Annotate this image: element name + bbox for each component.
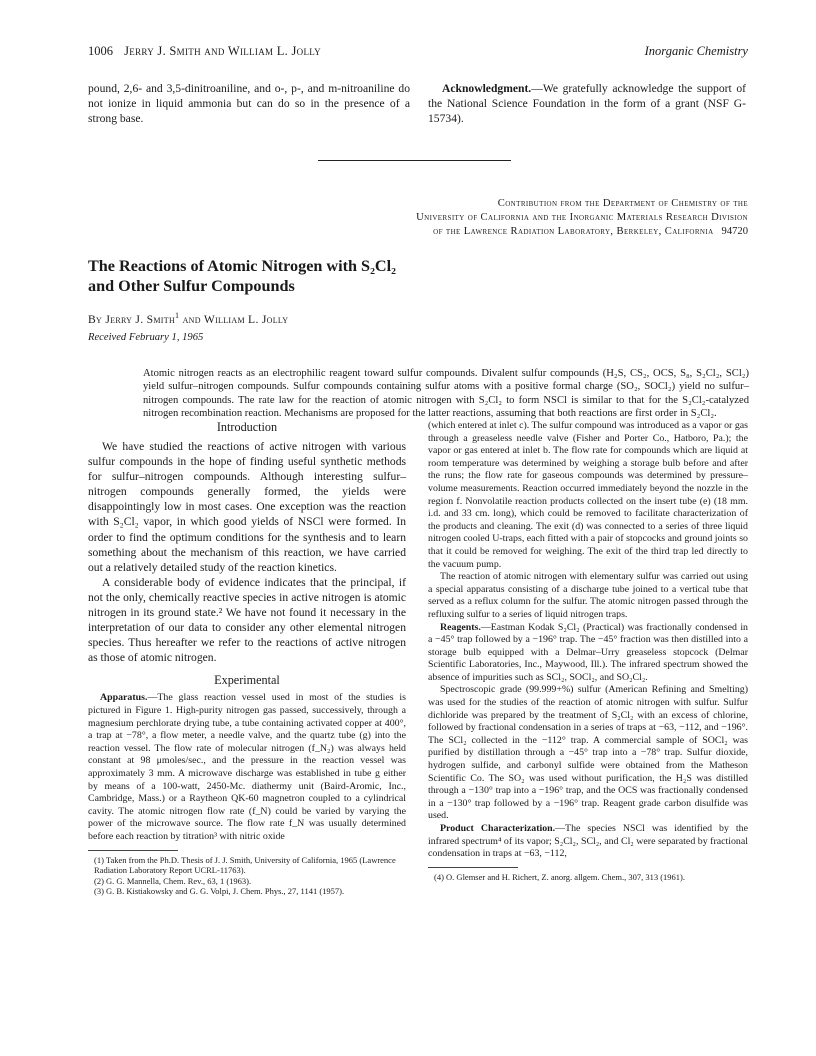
author-1: Jerry J. Smith — [105, 312, 176, 326]
running-head — [88, 44, 748, 59]
byline-and: and — [182, 312, 201, 326]
introduction-heading: Introduction — [216, 420, 278, 434]
right-column — [428, 420, 748, 882]
product-characterization-paragraph — [428, 823, 748, 861]
reagents-heading: Reagents. — [440, 621, 481, 633]
apparatus-heading: Apparatus. — [100, 692, 148, 704]
affiliation-line-3: of the Lawrence Radiation Laboratory, Berkeley, California — [433, 226, 714, 238]
footnote-1: (1) Taken from the Ph.D. Thesis of J. J. Smith, University of California, 1965 (Lawrence Radiation Laboratory Report UCRL-11763). — [94, 854, 396, 876]
acknowledgment-heading: Acknowledgment. — [442, 82, 532, 95]
title-line-1: The Reactions of Atomic Nitrogen with S₂Cl₂ — [88, 257, 396, 275]
title-line-2: and Other Sulfur Compounds — [88, 277, 295, 295]
reagents-sulfur-paragraph: Spectroscopic grade (99.999+%) sulfur (American Refining and Smelting) was used for the studies of the reaction of atomic nitrogen with sulfur. Sulfur dichloride was prepared by the treatment of S₂Cl₂ with an excess of chlorine, followed by fractional condensation in a series of traps at −63, −112, and −196°. The SCl₂ collected in the −112° trap. A commercial sample of SOCl₂ was purified by distillation through a −45° trap into a −78° trap. Sulfur dioxide, hydrogen sulfide, and carbonyl sulfide were obtained from the Matheson Scientific Co. The SO₂ was used without purification, the H₂S was distilled through a −130° trap into a −196° trap, and the OCS was fractionally condensed in a −130° trap followed by a −196° trap. Reagent grade carbon disulfide was used. — [428, 684, 748, 822]
footnote-rule-left — [88, 850, 178, 851]
author-2: William L. Jolly — [203, 312, 289, 326]
footnote-rule-right — [428, 867, 518, 868]
received-date: Received February 1, 1965 — [88, 332, 204, 343]
running-head-authors: Jerry J. Smith and William L. Jolly — [124, 44, 321, 58]
footnote-2: (2) G. G. Mannella, Chem. Rev., 63, 1 (1963). — [94, 875, 252, 886]
affiliation-line-2: University of California and the Inorganic Materials Research Division — [416, 212, 748, 224]
apparatus-text: —The glass reaction vessel used in most of the studies is pictured in Figure 1. High-purity nitrogen gas passed, successively, through a magnesium perchlorate drying tube, a tube containing activated copper at 400°, a trap at −78°, a flow meter, a needle valve, and the quartz tube (g) into the reaction vessel. The flow rate of molecular nitrogen (f_N₂) was always held constant at 98 μmoles/sec., and the pressure in the reaction vessel was approximately 3 mm. A microwave discharge was established in tube g either by means of a 100-watt, 2450-Mc. diathermy unit (Baird-Aromic, Inc., Cambridge, Mass.) or a Raytheon QK-60 magnetron coupled to a cylindrical cavity. The atomic nitrogen flow rate (f_N) could be varied by varying the power of the microwave source. The flow rate f_N was usually determined before each reaction by titration³ with nitric oxide — [88, 692, 406, 842]
product-characterization-text: —The species NSCl was identified by the infrared spectrum⁴ of its vapor; S₂Cl₂, SCl₂, and Cl₂ were separated by fractional condensation in traps at −63, −112, — [428, 823, 748, 860]
left-column — [88, 420, 406, 897]
abstract: Atomic nitrogen reacts as an electrophilic reagent toward sulfur compounds. Divalent sulfur compounds (H₂S, CS₂, OCS, S₈, S₂Cl₂, SCl₂) yield sulfur–nitrogen compounds. Sulfur compounds containing sulfur atoms with a positive formal charge (SO₂, SOCl₂) yield no sulfur–nitrogen compounds. The rate law for the reaction of atomic nitrogen with S₂Cl₂ to form NSCl is similar to that for the S₂Cl₂-catalyzed nitrogen recombination reaction. Mechanisms are proposed for the latter reactions, assuming that both reactions are first order in S₂Cl₂. — [143, 367, 749, 420]
journal-name: Inorganic Chemistry — [644, 44, 748, 58]
affiliation-line-1: Contribution from the Department of Chemistry of the — [497, 198, 748, 209]
page-number: 1006 — [88, 44, 113, 58]
sulfur-reaction-paragraph: The reaction of atomic nitrogen with elementary sulfur was carried out using a special apparatus consisting of a discharge tube joined to a vertical tube that served as a reflux column for the sulfur. The atomic nitrogen passed through the refluxing sulfur to a series of liquid nitrogen traps. — [428, 571, 748, 620]
reagents-paragraph — [428, 622, 748, 685]
acknowledgment-text: —We gratefully acknowledge the support of the National Science Foundation in the form of a grant (NSF G-15734). — [428, 82, 746, 125]
zip-code: 94720 — [721, 226, 748, 238]
introduction-paragraph-2: A considerable body of evidence indicates that the principal, if not the only, chemically reactive species in active nitrogen is atomic nitrogen in its ground state.² We have not found it necessary in the interpretation of our data to consider any other elemental nitrogen species. Thus hereafter we refer to the reactions of active nitrogen as those of atomic nitrogen. — [88, 575, 406, 665]
contribution-affiliation — [288, 197, 748, 240]
product-characterization-heading: Product Characterization. — [440, 823, 556, 834]
acknowledgment — [428, 81, 746, 126]
byline — [88, 311, 288, 326]
apparatus-continuation: (which entered at inlet c). The sulfur compound was introduced as a vapor or gas through a greaseless needle valve (Fisher and Porter Co., Hatboro, Pa.); the vapor or gas entered at inlet b. The flow rate for compounds which are liquid at room temperature was determined by weighing a storage bulb before and after the runs; the flow rate for gaseous compounds was determined by pressure–volume measurements. Reaction occurred immediately beyond the nozzle in the region f. Nonvolatile reaction products collected on the insert tube (e) (18 mm. i.d. and 33 cm. long), which could be removed to facilitate characterization of the products and cleaning. The exit (d) was connected to a series of three liquid nitrogen cooled U-traps, each fitted with a pair of stopcocks and ground joints so that it could be removed for weighing. The exit of the third trap led directly to the vacuum pump. — [428, 420, 748, 570]
previous-article-continuation: pound, 2,6- and 3,5-dinitroaniline, and o-, p-, and m-nitroaniline do not ionize in liquid ammonia but can do so in the presence of a strong base. — [88, 82, 410, 125]
author-1-footnote-marker: 1 — [175, 311, 180, 320]
footnote-4: (4) O. Glemser and H. Richert, Z. anorg. allgem. Chem., 307, 313 (1961). — [434, 871, 686, 882]
byline-by: By — [88, 312, 103, 326]
reagents-text: —Eastman Kodak S₂Cl₂ (Practical) was fractionally condensed in a −45° trap followed by a −196° trap. The −45° fraction was then distilled into a storage bulb equipped with a Delmar–Urry greaseless stopcock (Delmar Scientific Laboratories, Inc., Maywood, Ill.). The infrared spectrum showed the absence of impurities such as SCl₂, SOCl₂, and SO₂Cl₂. — [428, 621, 748, 683]
footnote-3: (3) G. B. Kistiakowsky and G. G. Volpi, J. Chem. Phys., 27, 1141 (1957). — [94, 886, 345, 897]
article-title — [88, 256, 648, 296]
apparatus-paragraph — [88, 692, 406, 843]
experimental-heading: Experimental — [214, 673, 280, 688]
introduction-paragraph-1: We have studied the reactions of active nitrogen with various sulfur compounds in the hope of finding useful synthetic methods for sulfur–nitrogen compounds. Although interesting sulfur–nitrogen compounds generally formed, the yields were disappointingly low in most cases. One exception was the reaction with S₂Cl₂ vapor, in which good yields of NSCl were formed. In order to find the optimum conditions for the synthesis and to learn something about the mechanism of this reaction, we have carried out a relatively detailed study of the reaction kinetics. — [88, 440, 406, 574]
article-separator-rule — [318, 160, 511, 161]
